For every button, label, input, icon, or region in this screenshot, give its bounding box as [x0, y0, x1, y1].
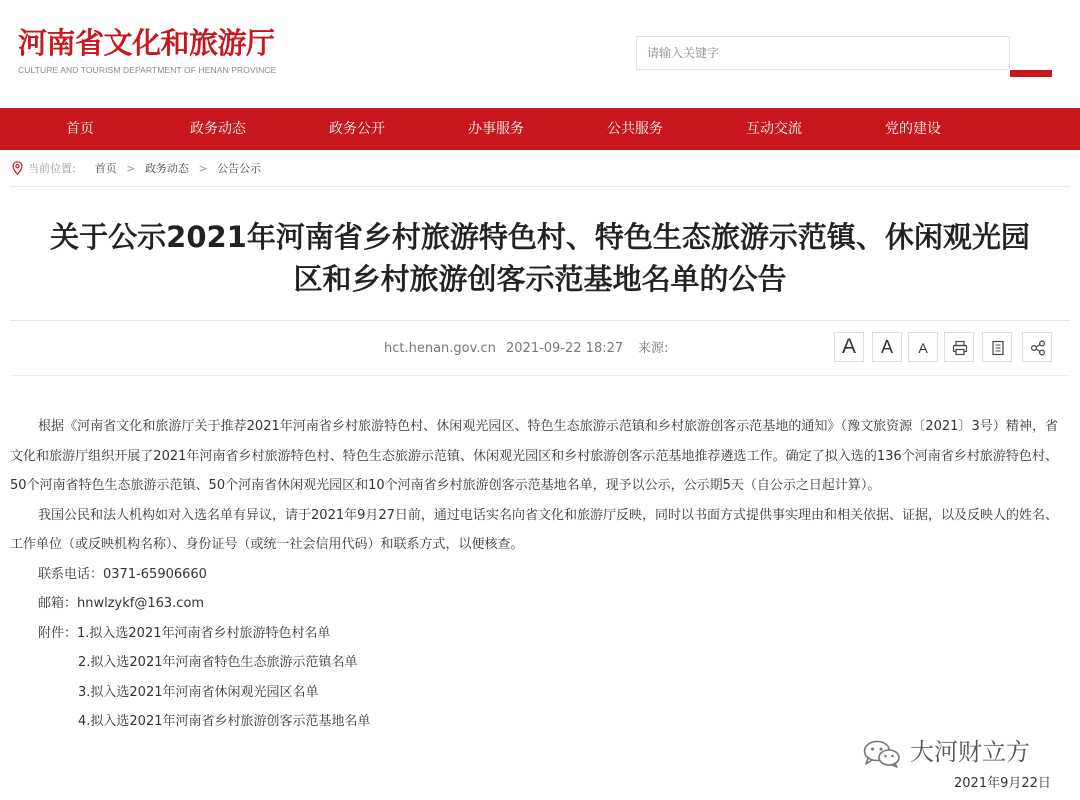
article-datetime: 2021-09-22 18:27: [506, 341, 624, 356]
nav-item-services[interactable]: 办事服务: [468, 121, 524, 137]
title-divider: [10, 320, 1070, 321]
site-logo[interactable]: [18, 26, 276, 75]
article-source-label: 来源:: [638, 341, 669, 356]
share-button[interactable]: [1022, 332, 1052, 362]
logo-english: CULTURE AND TOURISM DEPARTMENT OF HENAN PROVINCE: [18, 65, 277, 75]
breadcrumb-home[interactable]: 首页: [94, 162, 117, 175]
document-icon: [990, 340, 1006, 356]
site-header: [0, 0, 1080, 108]
breadcrumb-separator: >: [198, 162, 208, 175]
printer-icon: [952, 340, 968, 356]
paragraph-objection: 我国公民和法人机构如对入选名单有异议，请于2021年9月27日前，通过电话实名向省文化和旅游厅反映，同时以书面方式提供事实理由和相关依据、证据，以及反映人的姓名、工作单位（或反映机构名称）、身份证号（或统一社会信用代码）和联系方式，以便核查。: [10, 507, 1058, 552]
search-box[interactable]: [636, 36, 1010, 70]
search-button[interactable]: [1010, 36, 1052, 77]
breadcrumb-separator: >: [126, 162, 136, 175]
attachment-4[interactable]: 4.拟入选2021年河南省乡村旅游创客示范基地名单: [78, 714, 371, 729]
meta-divider: [10, 375, 1070, 376]
breadcrumb-news[interactable]: 政务动态: [144, 162, 189, 175]
nav-item-news[interactable]: 政务动态: [190, 121, 246, 137]
contact-phone: 联系电话：0371-65906660: [38, 566, 207, 582]
paragraph-basis: 根据《河南省文化和旅游厅关于推荐2021年河南省乡村旅游特色村、休闲观光园区、特色生态旅游示范镇和乡村旅游创客示范基地的通知》（豫文旅资源〔2021〕3号）精神，省文化和旅游厅组织开展了2021年河南省乡村旅游特色村、特色生态旅游示范镇、休闲观光园区和乡村旅游创客示范基地推荐遴选工作。确定了拟入选的136个河南省乡村旅游特色村、50个河南省特色生态旅游示范镇、50个河南省休闲观光园区和10个河南省乡村旅游创客示范基地名单，现予以公示，公示期5天（自公示之日起计算）。: [10, 419, 1058, 493]
font-size-medium-button[interactable]: A: [872, 332, 902, 362]
breadcrumb-label: 当前位置:: [28, 162, 76, 175]
nav-item-home[interactable]: 首页: [66, 121, 94, 137]
article-title-line-2: 区和乡村旅游创客示范基地名单的公告: [293, 262, 787, 296]
watermark-text: 大河财立方: [910, 738, 1030, 766]
article-source-site: hct.henan.gov.cn: [384, 341, 496, 356]
publish-date-stamp: 2021年9月22日: [954, 776, 1051, 791]
contact-email: 邮箱：hnwlzykf@163.com: [38, 596, 205, 611]
nav-item-interaction[interactable]: 互动交流: [746, 121, 802, 137]
attachment-3[interactable]: 3.拟入选2021年河南省休闲观光园区名单: [78, 684, 319, 700]
document-button[interactable]: [982, 332, 1012, 362]
font-size-large-button[interactable]: A: [834, 332, 864, 362]
article-body: [10, 412, 1058, 737]
search-button-bar: [1010, 70, 1052, 77]
nav-item-public-services[interactable]: 公共服务: [607, 121, 663, 137]
wechat-icon: [862, 740, 902, 768]
print-button[interactable]: [944, 332, 974, 362]
breadcrumb-announcements[interactable]: 公告公示: [217, 162, 262, 175]
location-pin-icon: [12, 161, 23, 175]
nav-item-party[interactable]: 党的建设: [885, 121, 941, 137]
article-title-line-1: 关于公示2021年河南省乡村旅游特色村、特色生态旅游示范镇、休闲观光园: [50, 220, 1030, 254]
share-icon: [1030, 340, 1046, 356]
attachment-2[interactable]: 2.拟入选2021年河南省特色生态旅游示范镇名单: [78, 655, 358, 670]
logo-chinese: 河南省文化和旅游厅: [18, 26, 275, 60]
main-nav: [0, 108, 1080, 150]
attachment-1[interactable]: 附件：1.拟入选2021年河南省乡村旅游特色村名单: [38, 625, 331, 641]
nav-item-disclosure[interactable]: 政务公开: [329, 121, 385, 137]
font-size-small-button[interactable]: A: [908, 332, 938, 362]
search-input[interactable]: [637, 37, 1009, 69]
article-title: [10, 216, 1070, 300]
breadcrumb: [10, 150, 1070, 187]
